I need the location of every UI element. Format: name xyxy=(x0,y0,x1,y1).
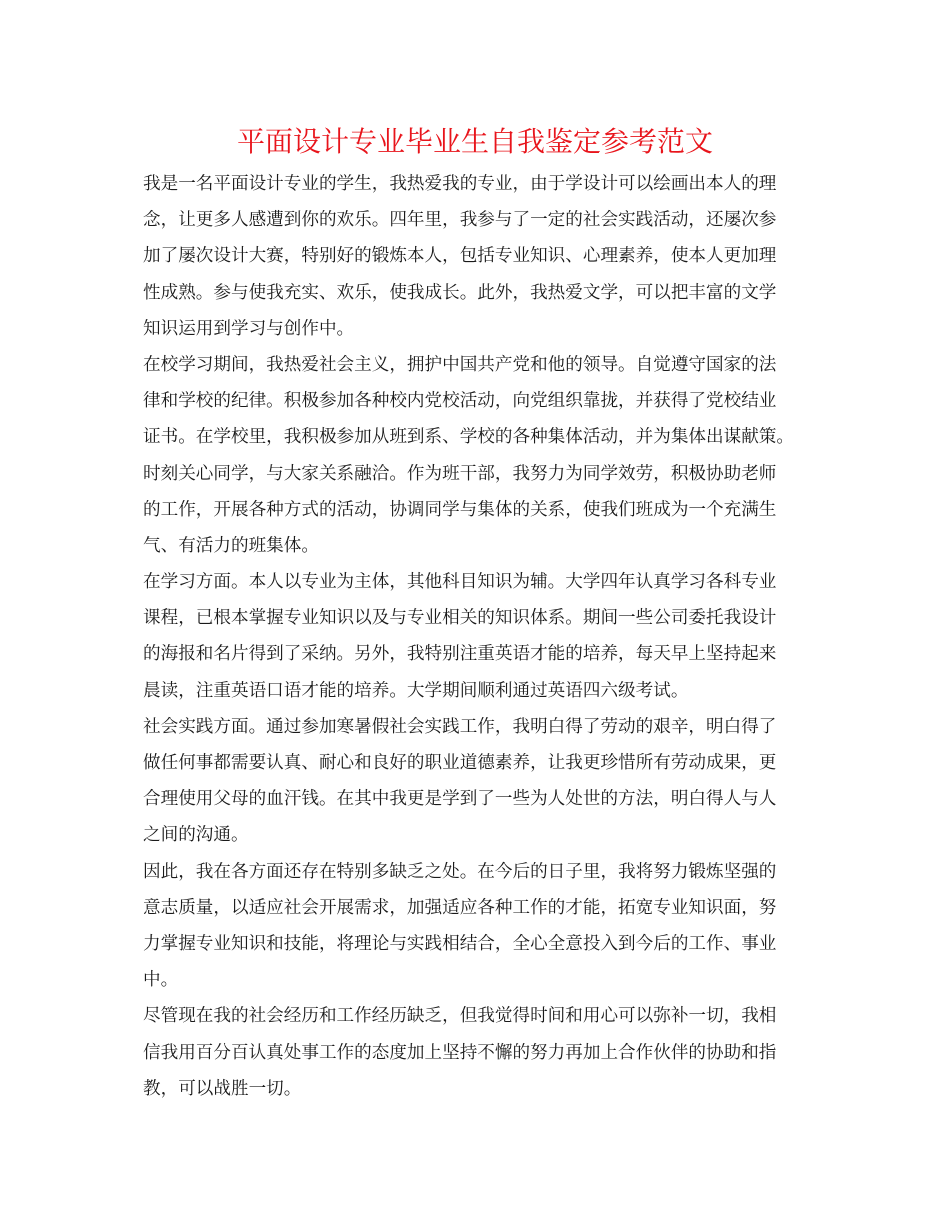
text-line: 在校学习期间，我热爱社会主义，拥护中国共产党和他的领导。自觉遵守国家的法 xyxy=(143,354,777,375)
document-title: 平面设计专业毕业生自我鉴定参考范文 xyxy=(236,125,713,158)
text-line: 中。 xyxy=(143,970,179,991)
text-line: 晨读，注重英语口语才能的培养。大学期间顺利通过英语四六级考试。 xyxy=(143,680,689,701)
text-line: 知识运用到学习与创作中。 xyxy=(143,318,355,339)
text-line: 做任何事都需要认真、耐心和良好的职业道德素养，让我更珍惜所有劳动成果，更 xyxy=(143,753,777,773)
text-line: 律和学校的纪律。积极参加各种校内党校活动，向党组织靠拢，并获得了党校结业 xyxy=(143,391,777,412)
text-line: 的海报和名片得到了采纳。另外，我特别注重英语才能的培养，每天早上坚持起来 xyxy=(143,644,777,665)
text-line: 的工作，开展各种方式的活动，协调同学与集体的关系，使我们班成为一个充满生 xyxy=(143,499,777,520)
text-line: 课程，已根本掌握专业知识以及与专业相关的知识体系。期间一些公司委托我设计 xyxy=(143,608,777,629)
text-line: 证书。在学校里，我积极参加从班到系、学校的各种集体活动，并为集体出谋献策。 xyxy=(143,427,794,448)
text-line: 气、有活力的班集体。 xyxy=(143,535,319,556)
text-line: 力掌握专业知识和技能，将理论与实践相结合，全心全意投入到今后的工作、事业 xyxy=(143,933,777,954)
text-line: 社会实践方面。通过参加寒暑假社会实践工作，我明白得了劳动的艰辛，明白得了 xyxy=(143,716,777,737)
text-line: 因此，我在各方面还存在特别多缺乏之处。在今后的日子里，我将努力锻炼坚强的 xyxy=(143,861,777,882)
text-line: 在学习方面。本人以专业为主体，其他科目知识为辅。大学四年认真学习各科专业 xyxy=(143,572,777,593)
text-line: 合理使用父母的血汗钱。在其中我更是学到了一些为人处世的方法，明白得人与人 xyxy=(143,789,777,810)
text-line: 之间的沟通。 xyxy=(143,825,249,846)
text-line: 信我用百分百认真处事工作的态度加上坚持不懈的努力再加上合作伙伴的协助和指 xyxy=(143,1042,777,1063)
document-body xyxy=(143,166,823,1107)
text-line: 尽管现在我的社会经历和工作经历缺乏，但我觉得时间和用心可以弥补一切，我相 xyxy=(143,1006,777,1027)
text-line: 时刻关心同学，与大家关系融洽。作为班干部，我努力为同学效劳，积极协助老师 xyxy=(143,463,777,484)
text-line: 教，可以战胜一切。 xyxy=(143,1078,302,1099)
text-line: 念，让更多人感遭到你的欢乐。四年里，我参与了一定的社会实践活动，还屡次参 xyxy=(143,210,777,231)
text-line: 意志质量，以适应社会开展需求，加强适应各种工作的才能，拓宽专业知识面，努 xyxy=(143,897,777,918)
text-line: 我是一名平面设计专业的学生，我热爱我的专业，由于学设计可以绘画出本人的理 xyxy=(143,174,777,194)
text-line: 加了屡次设计大赛，特别好的锻炼本人，包括专业知识、心理素养，使本人更加理 xyxy=(143,246,777,267)
text-line: 性成熟。参与使我充实、欢乐，使我成长。此外，我热爱文学，可以把丰富的文学 xyxy=(143,282,777,303)
